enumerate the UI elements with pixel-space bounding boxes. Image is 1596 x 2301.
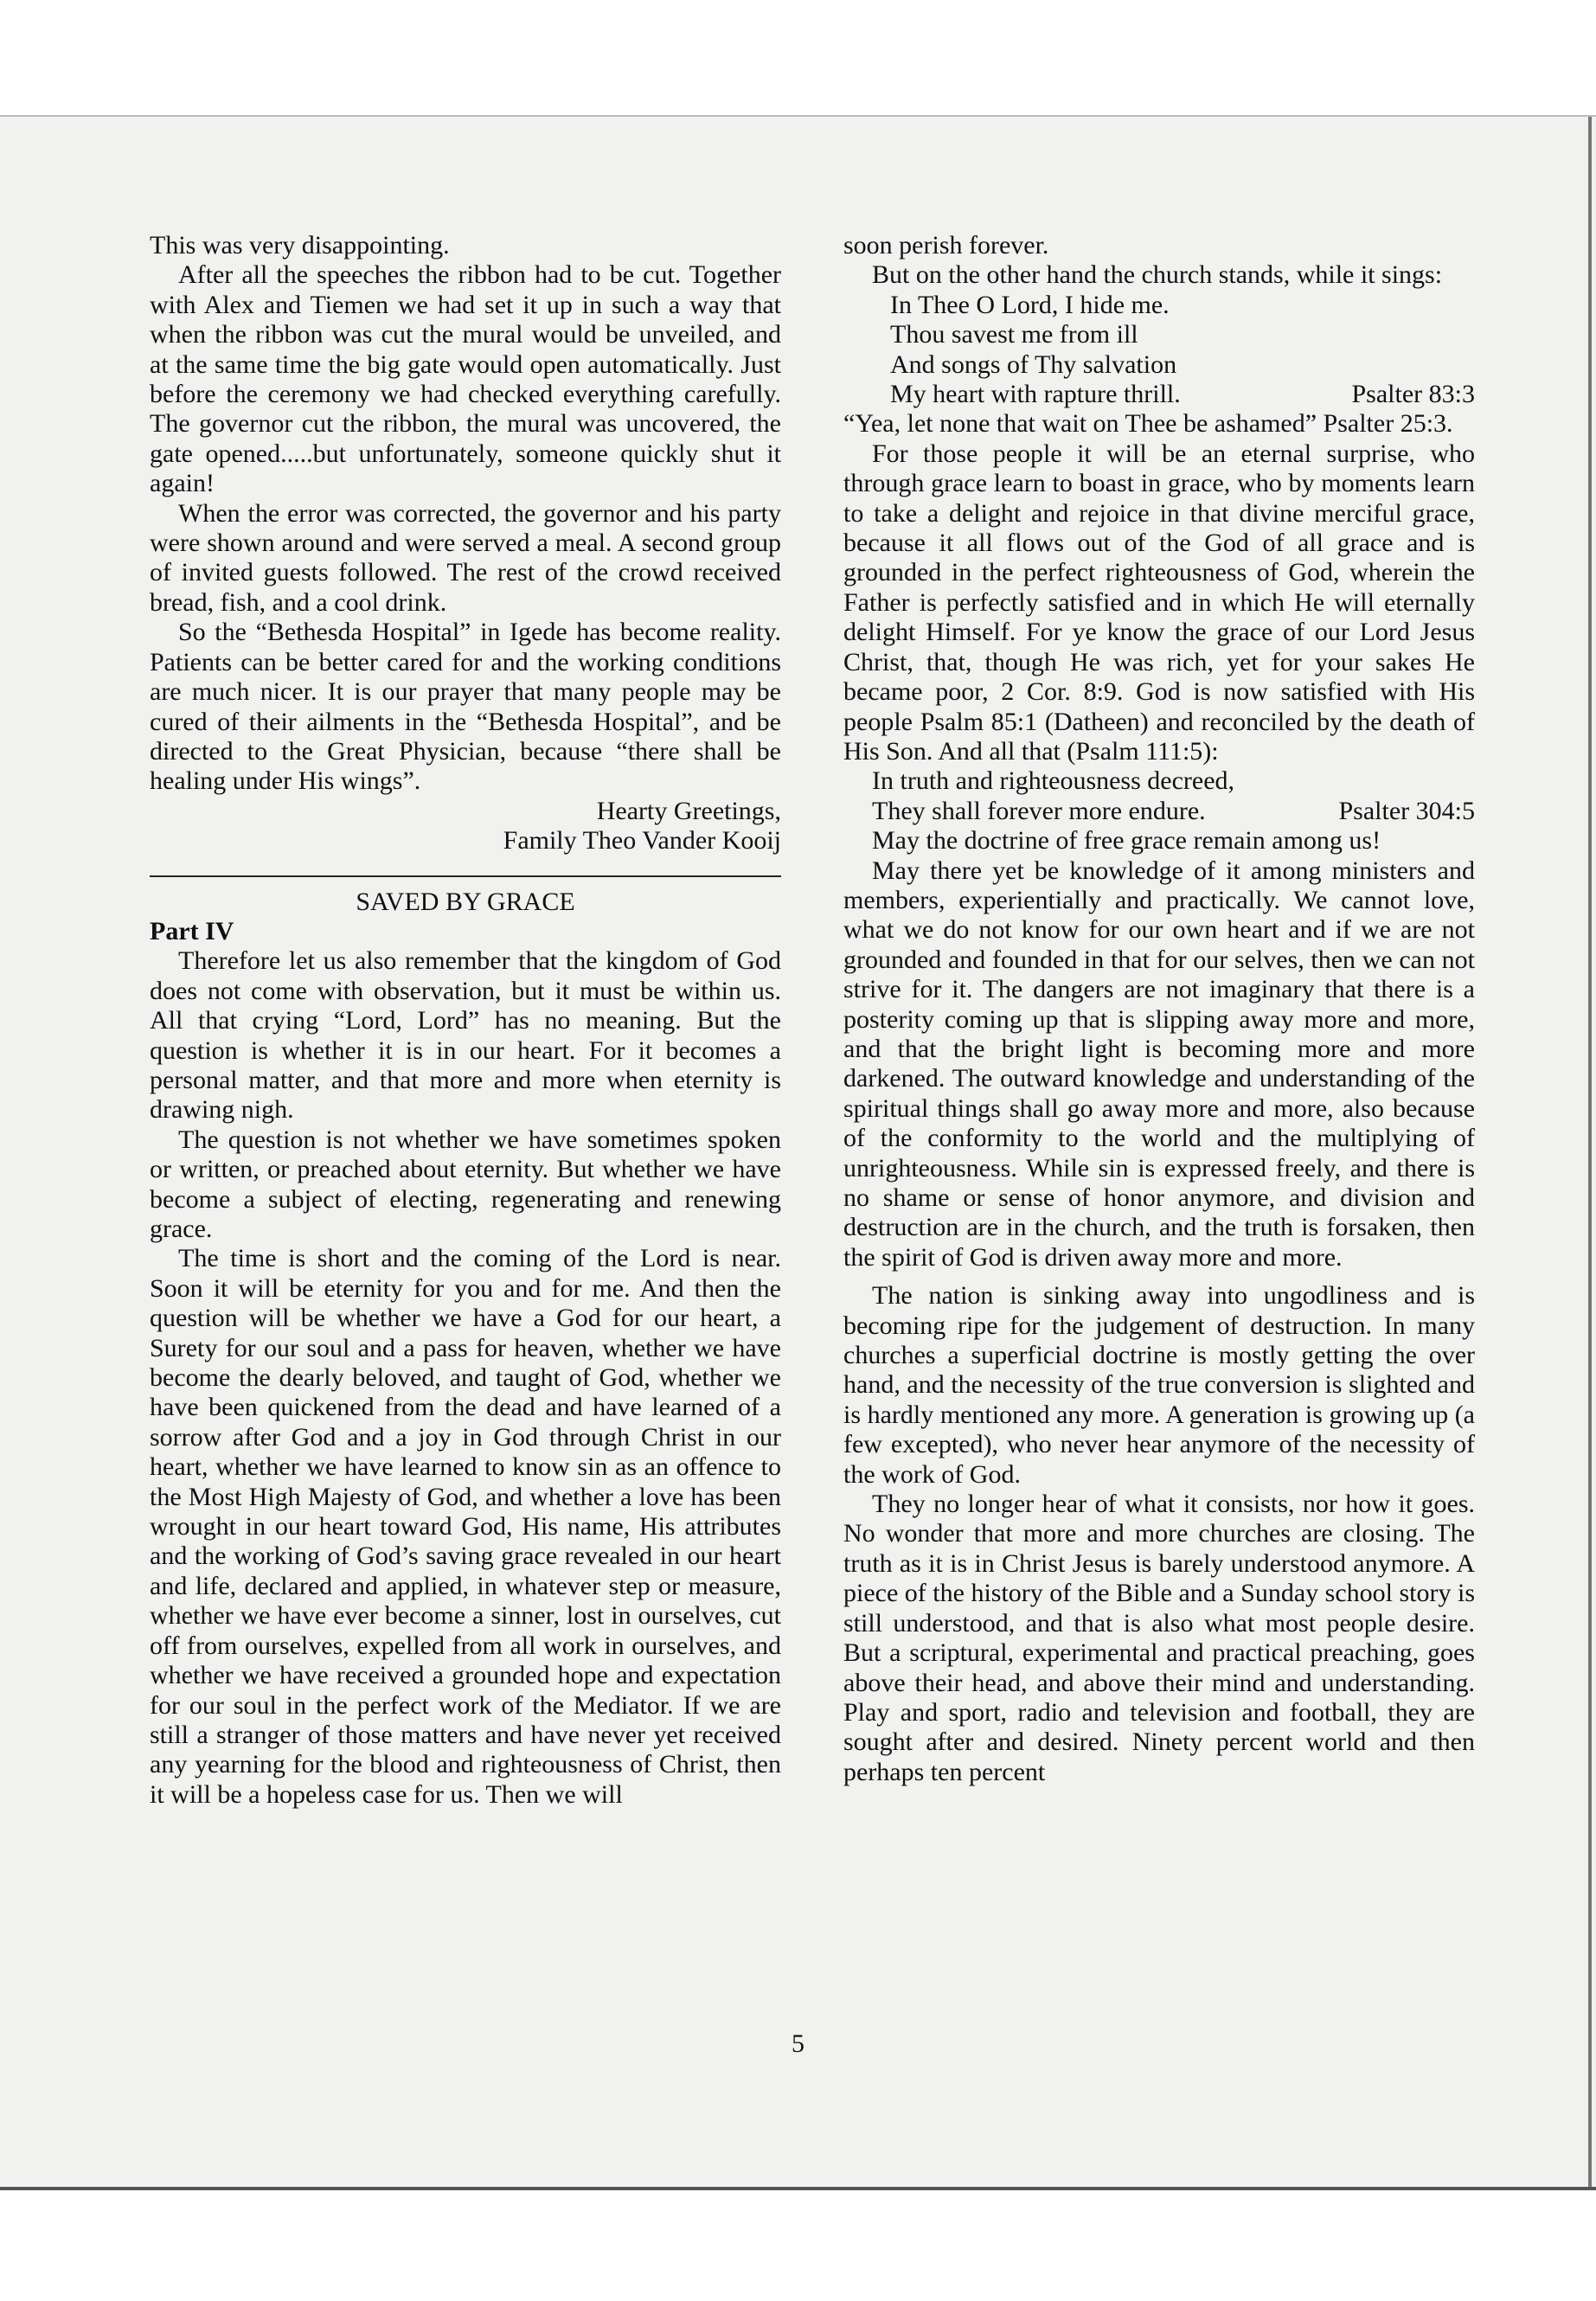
poem-line: My heart with rapture thrill. xyxy=(890,380,1181,409)
paragraph: But on the other hand the church stands, while it sings: xyxy=(872,260,1443,290)
psalter-reference: Psalter 304:5 xyxy=(1338,796,1475,825)
greeting: Hearty Greetings, xyxy=(596,796,781,825)
article-part: Part IV xyxy=(150,916,234,945)
paragraph: When the error was corrected, the governor and his party were shown around and were served a meal. A second group of invited guests followed. The rest of the crowd received bread, fish, and a cool drink. xyxy=(150,498,781,617)
paragraph: They no longer hear of what it consists, nor how it goes. No wonder that more and more churches are closing. The truth as it is in Christ Jesus is barely understood anymore. A piece of the history of the Bible and a Sunday school story is still understood, and that is also what most people desire. But a scriptural, experimental and practical preaching, goes above their head, and above their mind and understanding. Play and sport, radio and television and football, they are sought after and desired. Ninety percent world and then perhaps ten percent xyxy=(843,1490,1475,1786)
poem-line: Thou savest me from ill xyxy=(890,320,1138,349)
paragraph: soon perish forever. xyxy=(843,231,1049,260)
page-edge-bottom xyxy=(0,2187,1596,2190)
section-divider xyxy=(150,875,781,877)
psalter-quote xyxy=(843,766,1475,826)
psalter-quote xyxy=(843,291,1475,410)
paragraph: The time is short and the coming of the Lord is near. Soon it will be eternity for you and for me. And then the question will be whether we have a God for our heart, a Surety for our soul and a pass for heaven, whether we have become the dearly beloved, and taught of God, whether we have been quickened from the dead and have learned of a sorrow after God and a joy in God through Christ in our heart, whether we have learned to know sin as an offence to the Most High Majesty of God, and whether a love has been wrought in our heart toward God, His name, His attributes and the working of God’s saving grace revealed in our heart and life, declared and applied, in whatever step or measure, whether we have ever become a sinner, lost in ourselves, cut off from ourselves, expelled from all work in ourselves, and whether we have received a grounded hope and expectation for our soul in the perfect work of the Mediator. If we are still a stranger of those matters and have never yet received any yearning for the blood and righteousness of Christ, then it will be a hopeless case for us. Then we will xyxy=(150,1244,781,1809)
poem-row xyxy=(890,380,1475,409)
poem-line: They shall forever more endure. xyxy=(872,796,1206,825)
poem-line: In Thee O Lord, I hide me. xyxy=(890,290,1170,319)
poem-line: And songs of Thy salvation xyxy=(890,349,1177,379)
right-column xyxy=(843,231,1475,1787)
paragraph: After all the speeches the ribbon had to be cut. Together with Alex and Tiemen we had set it up in such a way that when the ribbon was cut the mural would be unveiled, and at the same time the big gate would open automatically. Just before the ceremony we had checked everything carefully. The governor cut the ribbon, the mural was uncovered, the gate opened.....but unfortunately, someone quickly shut it again! xyxy=(150,260,781,498)
paragraph: May the doctrine of free grace remain among us! xyxy=(872,826,1381,856)
paragraph: May there yet be knowledge of it among ministers and members, experientially and practically. We cannot love, what we do not know for our own heart and if we are not grounded and founded in that for our selves, then we can not strive for it. The dangers are not imaginary that there is a posterity coming up that is slipping away more and more, and that the bright light is becoming more and more darkened. The outward knowledge and understanding of the spiritual things shall go away more and more, also because of the conformity to the world and the multiplying of unrighteousness. While sin is expressed freely, and there is no shame or sense of honor anymore, and division and destruction are in the church, and the truth is forsaken, then the spirit of God is driven away more and more. xyxy=(843,856,1475,1272)
paragraph: The question is not whether we have sometimes spoken or written, or preached about eternity. But whether we have become a subject of electing, regenerating and renewing grace. xyxy=(150,1125,781,1243)
paragraph: This was very disappointing. xyxy=(150,231,450,260)
poem-row xyxy=(872,797,1475,826)
left-column xyxy=(150,231,781,1810)
paragraph: “Yea, let none that wait on Thee be ashamed” Psalter 25:3. xyxy=(843,409,1453,439)
paragraph: So the “Bethesda Hospital” in Igede has become reality. Patients can be better cared for and the working conditions are much nicer. It is our prayer that many people may be cured of their ailments in the “Bethesda Hospital”, and be directed to the Great Physician, because “there shall be healing under His wings”. xyxy=(150,618,781,796)
page-number: 5 xyxy=(792,2029,804,2058)
page-edge-right xyxy=(1588,117,1592,2189)
paragraph: The nation is sinking away into ungodliness and is becoming ripe for the judgement of destruction. In many churches a superficial doctrine is mostly getting the over hand, and the necessity of the true conversion is slighted and is hardly mentioned any more. A generation is growing up (a few excepted), who never hear anymore of the necessity of the work of God. xyxy=(843,1281,1475,1489)
paragraph: For those people it will be an eternal surprise, who through grace learn to boast in grace, who by moments learn to take a delight and rejoice in that divine merciful grace, because it all flows out of the God of all grace and is grounded in the perfect righteousness of God, wherein the Father is perfectly satisfied and in which He will eternally delight Himself. For ye know the grace of our Lord Jesus Christ, that, though He was rich, yet for your sakes He became poor, 2 Cor. 8:9. God is now satisfied with His people Psalm 85:1 (Datheen) and reconciled by the death of His Son. And all that (Psalm 111:5): xyxy=(843,439,1475,766)
poem-line: In truth and righteousness decreed, xyxy=(872,766,1235,796)
signature: Family Theo Vander Kooij xyxy=(503,826,781,856)
paragraph: Therefore let us also remember that the kingdom of God does not come with observation, but it must be within us. All that crying “Lord, Lord” has no meaning. But the question is whether it is in our heart. For it becomes a personal matter, and that more and more when eternity is drawing nigh. xyxy=(150,946,781,1125)
psalter-reference: Psalter 83:3 xyxy=(1351,380,1475,409)
article-title: SAVED BY GRACE xyxy=(356,887,575,916)
